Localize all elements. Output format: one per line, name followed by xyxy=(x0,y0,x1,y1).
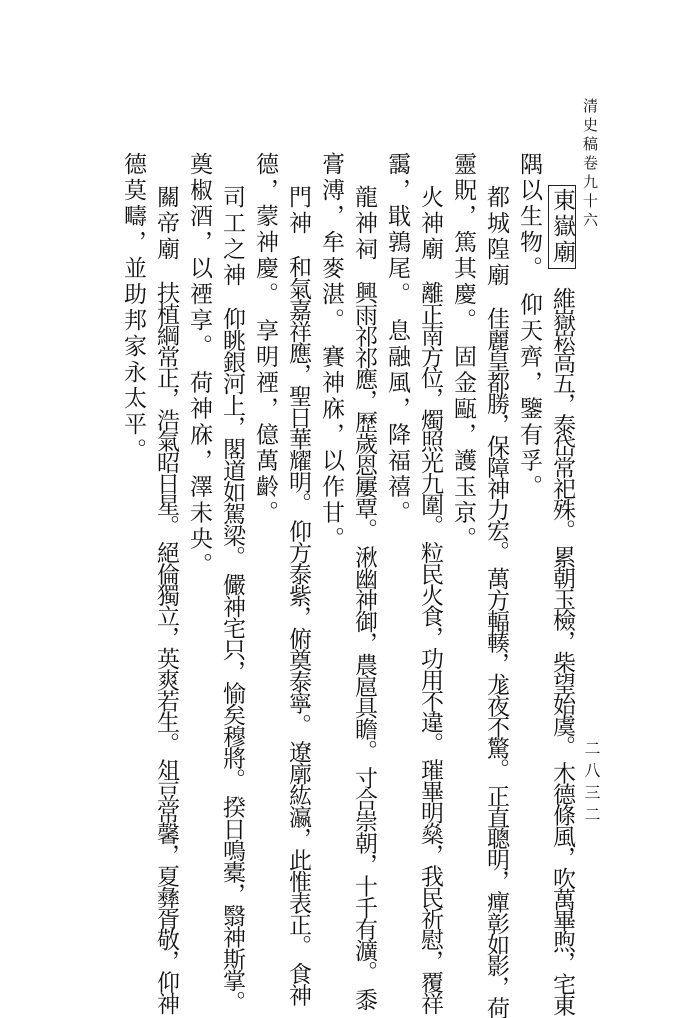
temple-title-menshen: 門神 xyxy=(285,185,311,237)
column-14 xyxy=(118,152,148,464)
column-7 xyxy=(349,185,379,1009)
column-text: 離正南方位，燭照光九圍。 粒民火食，功用不違。 璀畢明燊，我民祈慰，覆祥 xyxy=(417,281,443,1013)
temple-title-longshen: 龍神祠 xyxy=(351,185,377,263)
column-2 xyxy=(514,152,544,500)
temple-title-guandi: 關帝廟 xyxy=(153,185,179,263)
column-6 xyxy=(382,152,412,526)
column-text: 德，蒙神慶。 享明禋，億萬齡。 xyxy=(252,152,278,527)
column-text: 和氣嘉祥應，聖日華耀明。 仰方泰紫，俯奠泰寧。 遼廓紘瀛，此惟表正。 食神 xyxy=(285,255,311,1005)
temple-title-huoshen: 火神廟 xyxy=(417,185,443,263)
column-text: 隅以生物。 仰天齊，鑒有孚。 xyxy=(516,152,542,501)
column-1 xyxy=(547,185,577,1014)
column-9 xyxy=(283,185,313,1005)
column-text: 扶植綱常正，浩氣昭日星。 絕倫獨立，英爽若生。 俎豆常馨，夏彝胥敬，仰神 xyxy=(153,281,179,1013)
column-text: 膏溥，牟麥湛。 賽神庥，以作甘。 xyxy=(318,152,344,553)
column-text: 德莫疇，並助邦家永太平。 xyxy=(120,152,146,464)
column-4 xyxy=(448,152,478,552)
column-13 xyxy=(151,185,181,1013)
running-header: 清史稿卷九十六 xyxy=(581,98,599,231)
column-10 xyxy=(250,152,280,526)
column-11 xyxy=(217,185,247,1012)
column-text: 靄，戢鶉尾。 息融風，降福禧。 xyxy=(384,152,410,527)
column-text: 佳麗皇都勝，保障神力宏。 萬方輻輳，尨夜不驚。 正直聰明，癉彰如影，荷 xyxy=(483,307,509,1018)
column-8 xyxy=(316,152,346,552)
column-3 xyxy=(481,185,511,1018)
column-text: 興雨祁祁應，歷歲恩屢覃。 湫幽神御，農扈具瞻。 寸合崇朝，十千有瀇。 黍 xyxy=(351,281,377,1010)
column-text: 奠椒酒，以禋享。 荷神庥，澤未央。 xyxy=(186,152,212,579)
temple-title-sigong: 司工之神 xyxy=(219,185,245,289)
column-text: 靈貺，篤其慶。 固金甌，護玉京。 xyxy=(450,152,476,553)
column-5 xyxy=(415,185,445,1013)
page-number: 二八三二 xyxy=(582,740,601,828)
temple-title-dongyue: 東嶽廟 xyxy=(548,185,576,269)
column-text: 維嶽崧高五，泰岱常祀殊。 累朝玉檢，柴望始虞。 木德條風，吹萬畢煦，宅東 xyxy=(549,287,575,1015)
column-12 xyxy=(184,152,214,578)
temple-title-chenghuang: 都城隍廟 xyxy=(483,185,509,289)
column-text: 仰眺銀河上，閣道如駕梁。 儼神宅只，愉矣穆將。 揆日鳴橐，翳神斯掌。 xyxy=(219,307,245,1013)
